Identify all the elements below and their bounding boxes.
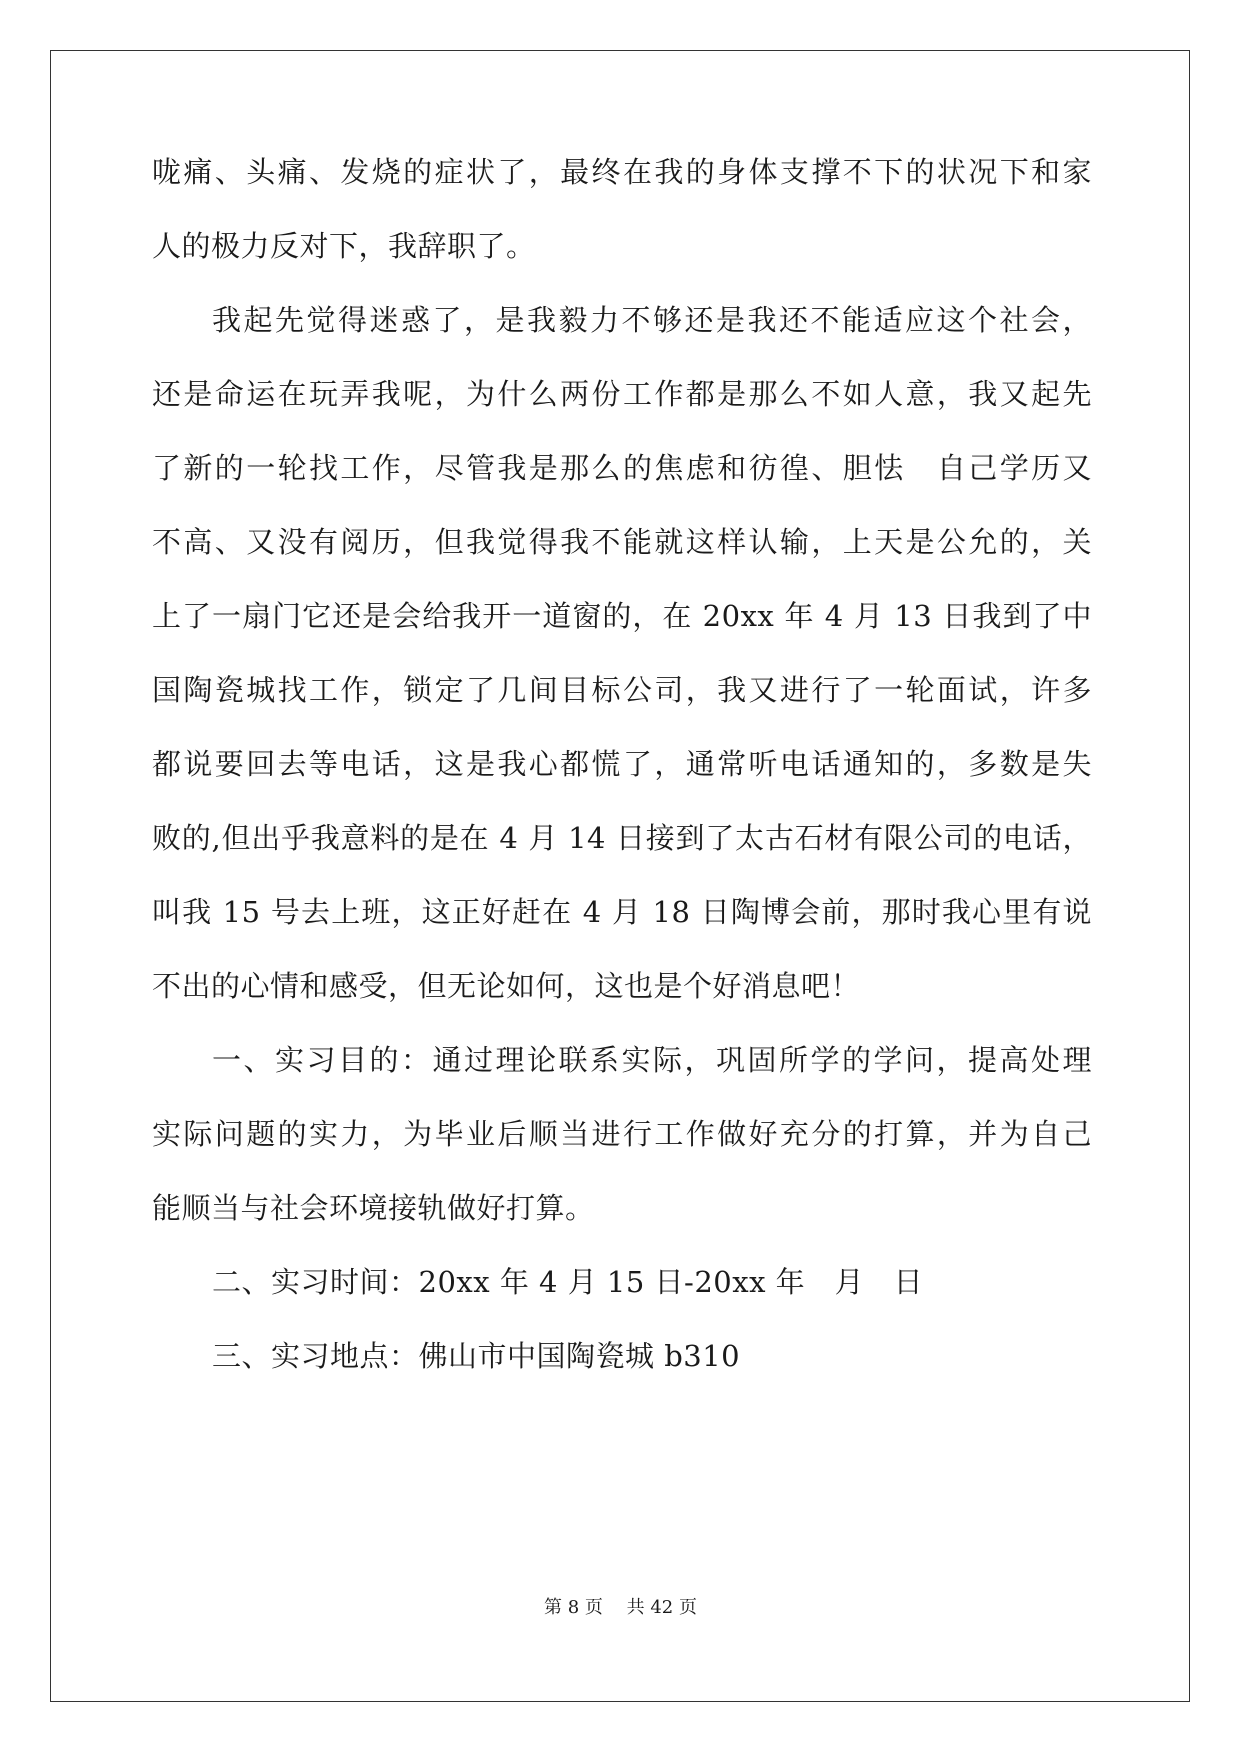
page-border <box>50 50 1190 1702</box>
page-number-footer: 第 8 页 共 42 页 <box>544 1597 697 1618</box>
section-location-line: 三、实习地点：佛山市中国陶瓷城 b310 <box>212 1339 741 1373</box>
text-line: 都说要回去等电话，这是我心都慌了，通常听电话通知的，多数是失 <box>152 747 1092 781</box>
section-time-line: 二、实习时间：20xx 年 4 月 15 日-20xx 年 月 日 <box>212 1265 924 1299</box>
text-line: 实际问题的实力，为毕业后顺当进行工作做好充分的打算，并为自己 <box>152 1117 1092 1151</box>
text-line: 不出的心情和感受，但无论如何，这也是个好消息吧！ <box>152 969 861 1003</box>
text-line: 国陶瓷城找工作，锁定了几间目标公司，我又进行了一轮面试，许多 <box>152 673 1092 707</box>
text-line: 叫我 15 号去上班，这正好赶在 4 月 18 日陶博会前，那时我心里有说 <box>152 895 1092 929</box>
text-line: 上了一扇门它还是会给我开一道窗的，在 20xx 年 4 月 13 日我到了中 <box>152 599 1092 633</box>
text-line: 败的,但出乎我意料的是在 4 月 14 日接到了太古石材有限公司的电话， <box>152 821 1092 855</box>
text-line: 还是命运在玩弄我呢，为什么两份工作都是那么不如人意，我又起先 <box>152 377 1092 411</box>
section-purpose-heading: 一、实习目的：通过理论联系实际，巩固所学的学问，提高处理 <box>212 1043 1092 1077</box>
paragraph-first-line: 我起先觉得迷惑了，是我毅力不够还是我还不能适应这个社会， <box>212 303 1092 337</box>
text-line: 咙痛、头痛、发烧的症状了，最终在我的身体支撑不下的状况下和家 <box>152 155 1092 189</box>
text-line: 能顺当与社会环境接轨做好打算。 <box>152 1191 595 1225</box>
text-line: 了新的一轮找工作，尽管我是那么的焦虑和彷徨、胆怯 自己学历又 <box>152 451 1092 485</box>
text-line: 人的极力反对下，我辞职了。 <box>152 229 536 263</box>
text-line: 不高、又没有阅历，但我觉得我不能就这样认输，上天是公允的，关 <box>152 525 1092 559</box>
